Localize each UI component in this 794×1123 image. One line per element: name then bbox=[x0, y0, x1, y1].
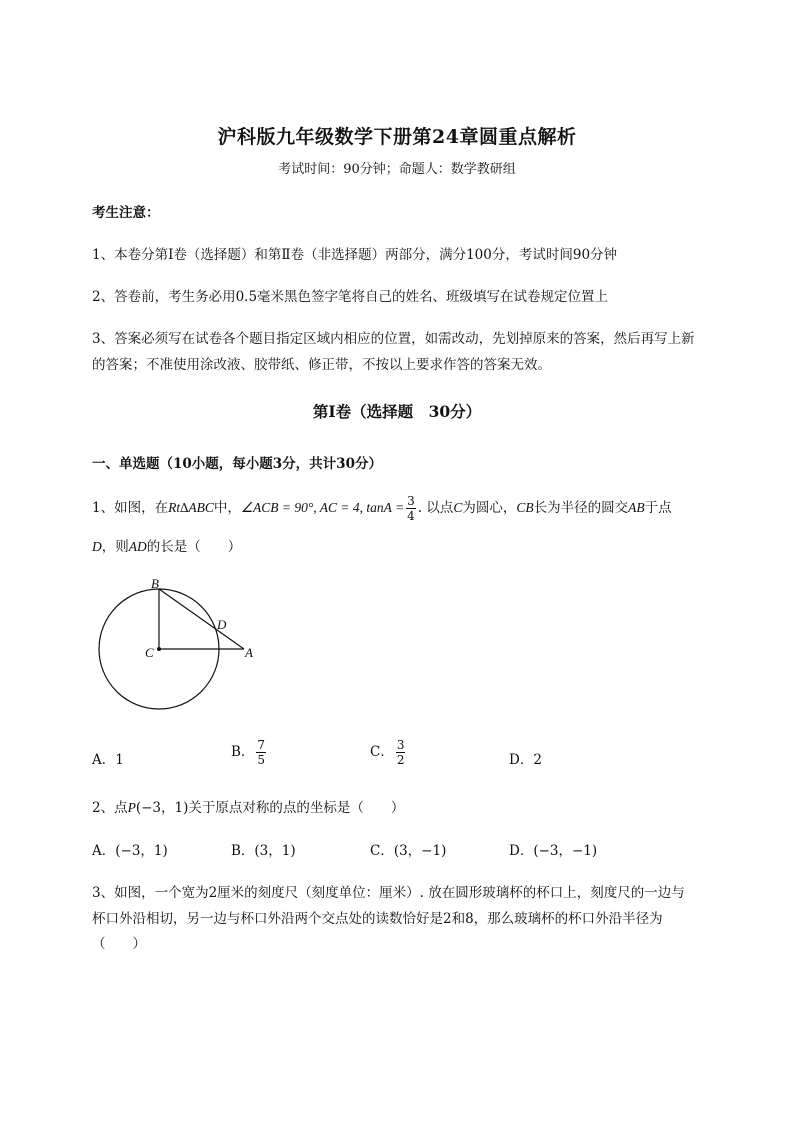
label-b: B bbox=[151, 576, 159, 591]
question-2 bbox=[92, 796, 404, 816]
fraction-denominator: 4 bbox=[407, 509, 415, 523]
question-1-line-2 bbox=[92, 535, 241, 555]
fraction-numerator: 3 bbox=[407, 494, 415, 508]
q1-rt: Rt bbox=[168, 500, 181, 515]
q1-option-b[interactable] bbox=[231, 738, 268, 767]
label-a: A bbox=[245, 645, 253, 660]
question-3-line: （ ） bbox=[92, 936, 146, 952]
segment-ab bbox=[159, 589, 244, 649]
q1-text: 长为半径的圆交 bbox=[533, 500, 629, 516]
q1-point-d: D bbox=[92, 539, 102, 554]
q2-point-p: P bbox=[127, 800, 136, 815]
q1-text: 1、如图，在 bbox=[92, 500, 169, 516]
q1-segment-cb: CB bbox=[516, 500, 534, 515]
q1-figure bbox=[92, 572, 272, 717]
notice-heading: 考生注意： bbox=[92, 205, 160, 221]
option-fraction bbox=[256, 738, 266, 767]
q1-segment-ab: AB bbox=[628, 500, 645, 515]
fraction-denominator: 2 bbox=[396, 753, 405, 767]
q2-option-d[interactable]: D．(−3，−1) bbox=[509, 843, 598, 859]
option-fraction bbox=[396, 738, 406, 767]
q2-option-b[interactable]: B．(3，1) bbox=[231, 843, 296, 859]
q1-text: 为圆心， bbox=[462, 500, 517, 516]
q2-option-c[interactable]: C．(3，−1) bbox=[370, 843, 447, 859]
q1-text: 于点 bbox=[644, 500, 672, 516]
q1-text: . 以点 bbox=[417, 500, 454, 516]
q1-point-c: C bbox=[453, 500, 463, 515]
notice-item: 3、答案必须写在试卷各个题目指定区域内相应的位置，如需改动，先划掉原来的答案，然后再写上新 bbox=[92, 331, 695, 347]
q1-text: 中， bbox=[213, 500, 241, 516]
q1-option-c[interactable] bbox=[370, 738, 407, 767]
question-3-line: 杯口外沿相切，另一边与杯口外沿两个交点处的读数恰好是2和8，那么玻璃杯的杯口外沿半径为 bbox=[92, 911, 663, 927]
notice-item: 2、答卷前，考生务必用0.5毫米黑色签字笔将自己的姓名、班级填写在试卷规定位置上 bbox=[92, 289, 609, 305]
q1-option-a[interactable]: A．1 bbox=[92, 752, 124, 768]
page-title: 沪科版九年级数学下册第24章圆重点解析 bbox=[217, 126, 577, 148]
q1-segment-ad: AD bbox=[128, 539, 147, 554]
fraction-numerator: 3 bbox=[396, 738, 405, 752]
section-title: 第I卷（选择题 30分） bbox=[312, 402, 482, 421]
fraction-denominator: 5 bbox=[257, 753, 266, 767]
fraction-numerator: 7 bbox=[257, 738, 266, 752]
option-label: B． bbox=[231, 744, 255, 760]
q2-text: 2、点 bbox=[92, 800, 128, 816]
option-label: C． bbox=[370, 744, 394, 760]
question-1-line-1 bbox=[92, 493, 672, 523]
q1-option-d[interactable]: D．2 bbox=[509, 752, 542, 768]
q1-text: ，则 bbox=[101, 539, 129, 555]
part-heading: 一、单选题（10小题，每小题3分，共计30分） bbox=[92, 456, 382, 472]
q1-triangle: ∆ABC bbox=[180, 500, 214, 515]
q1-fraction bbox=[406, 494, 416, 523]
q2-option-a[interactable]: A．(−3，1) bbox=[92, 843, 168, 859]
exam-info: 考试时间：90分钟；命题人：数学教研组 bbox=[278, 162, 516, 177]
notice-item: 的答案；不准使用涂改液、胶带纸、修正带，不按以上要求作答的答案无效。 bbox=[92, 357, 551, 373]
label-c: C bbox=[145, 645, 154, 660]
q2-text: (−3，1)关于原点对称的点的坐标是（ ） bbox=[135, 800, 405, 816]
label-d: D bbox=[217, 617, 227, 632]
q1-condition: ∠ACB = 90°, AC = 4, tanA = bbox=[240, 500, 405, 515]
notice-item: 1、本卷分第I卷（选择题）和第Ⅱ卷（非选择题）两部分，满分100分，考试时间90分钟 bbox=[92, 247, 618, 263]
q1-text: 的长是（ ） bbox=[146, 539, 242, 555]
question-3-line: 3、如图，一个宽为2厘米的刻度尺（刻度单位：厘米）. 放在圆形玻璃杯的杯口上，刻度尺的一边与 bbox=[92, 885, 685, 901]
center-point bbox=[157, 647, 161, 651]
